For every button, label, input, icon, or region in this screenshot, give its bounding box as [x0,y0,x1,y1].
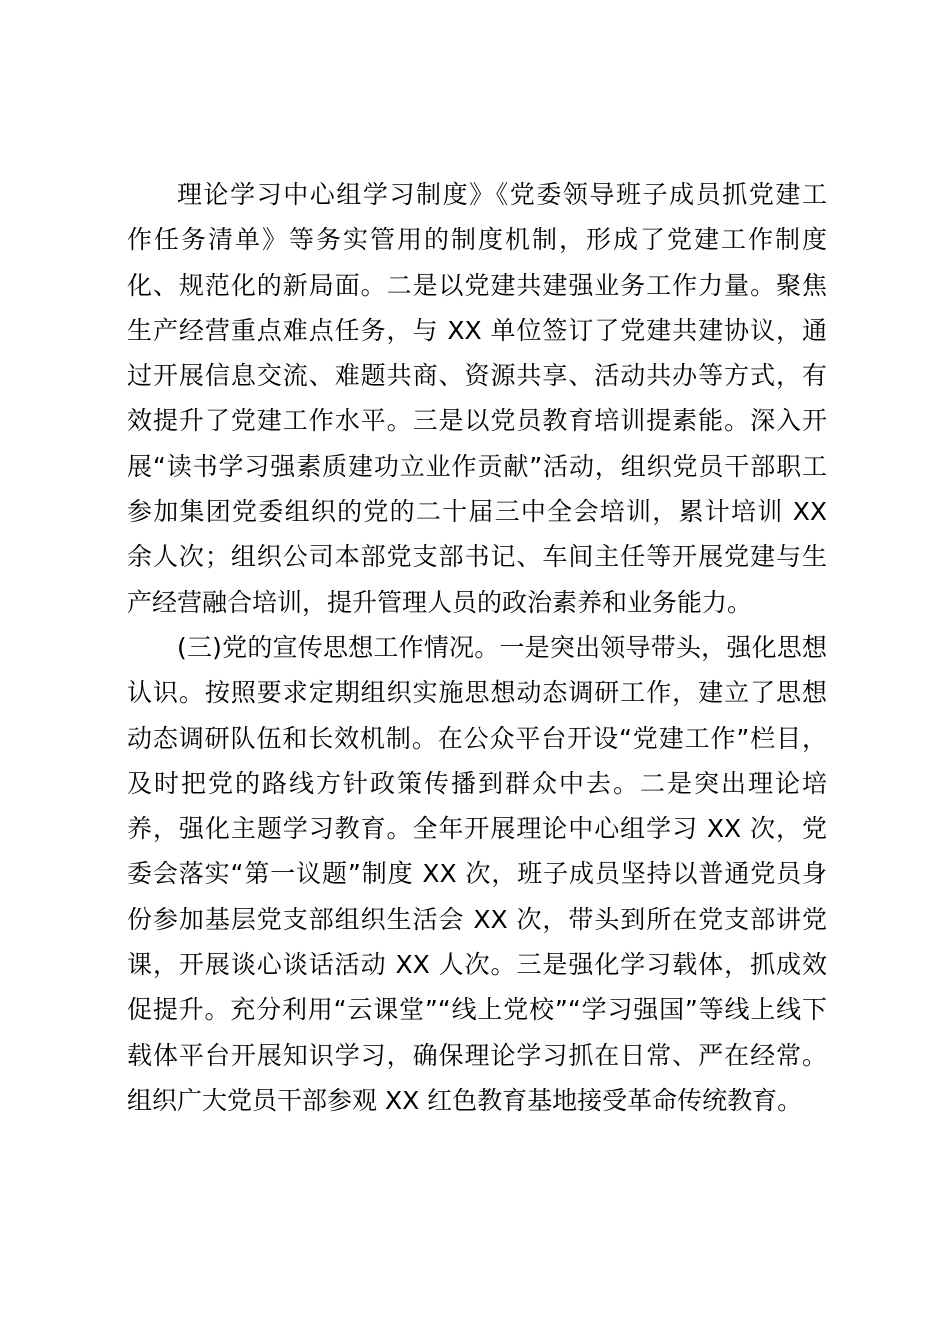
text-line: 课，开展谈心谈话活动 XX 人次。三是强化学习载体，抓成效 [127,950,827,980]
text-line: (三)党的宣传思想工作情况。一是突出领导带头，强化思想 [177,632,827,662]
text-line: 载体平台开展知识学习，确保理论学习抓在日常、严在经常。 [127,1040,827,1070]
text-line: 组织广大党员干部参观 XX 红色教育基地接受革命传统教育。 [127,1085,803,1115]
text-line: 委会落实“第一议题”制度 XX 次，班子成员坚持以普通党员身 [127,859,827,889]
text-line: 效提升了党建工作水平。三是以党员教育培训提素能。深入开 [127,406,827,436]
paragraph-party-building [127,172,827,625]
text-line: 过开展信息交流、难题共商、资源共享、活动共办等方式，有 [127,361,827,391]
text-line: 促提升。充分利用“云课堂”“线上党校”“学习强国”等线上线下 [127,995,827,1025]
paragraph-propaganda-work [127,625,827,1123]
body-text [127,172,827,1123]
text-line: 及时把党的路线方针政策传播到群众中去。二是突出理论培 [127,768,827,798]
text-line: 参加集团党委组织的党的二十届三中全会培训，累计培训 XX [127,497,827,527]
text-line: 生产经营重点难点任务，与 XX 单位签订了党建共建协议，通 [127,315,827,345]
text-line: 理论学习中心组学习制度》《党委领导班子成员抓党建工 [177,180,827,209]
text-line: 产经营融合培训，提升管理人员的政治素养和业务能力。 [127,587,753,617]
text-line: 展“读书学习强素质建功立业作贡献”活动，组织党员干部职工 [127,451,827,481]
text-line: 化、规范化的新局面。二是以党建共建强业务工作力量。聚焦 [127,270,827,300]
text-line: 余人次；组织公司本部党支部书记、车间主任等开展党建与生 [127,542,827,572]
text-line: 养，强化主题学习教育。全年开展理论中心组学习 XX 次，党 [127,814,827,844]
text-line: 作任务清单》等务实管用的制度机制，形成了党建工作制度 [127,225,827,255]
text-line: 份参加基层党支部组织生活会 XX 次，带头到所在党支部讲党 [127,904,827,934]
text-line: 动态调研队伍和长效机制。在公众平台开设“党建工作”栏目， [127,723,827,753]
text-line: 认识。按照要求定期组织实施思想动态调研工作，建立了思想 [127,678,827,708]
